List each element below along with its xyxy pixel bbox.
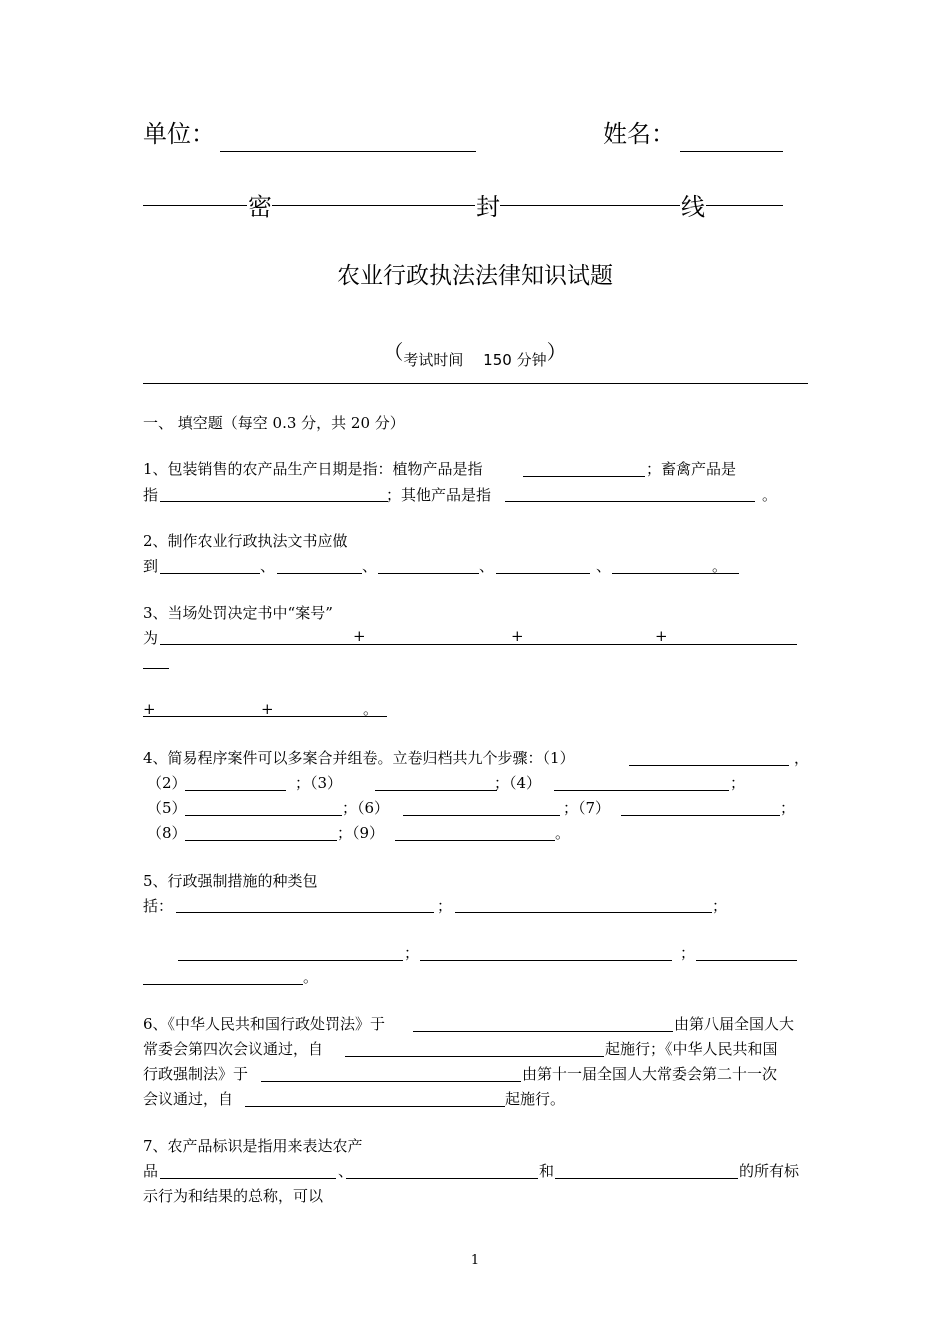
q5-blank-5a[interactable] xyxy=(696,960,797,961)
q6-blank-4[interactable] xyxy=(245,1106,505,1107)
q3-blank-row2[interactable] xyxy=(143,668,169,669)
q2-blank-3[interactable] xyxy=(378,573,479,574)
q4-blank-5[interactable] xyxy=(185,815,342,816)
q1-line2b: ；其他产品是指 xyxy=(386,486,492,504)
q4-n9: ；（9） xyxy=(337,824,385,842)
q4-semi-4: ； xyxy=(730,774,746,792)
q6-line3b: 由第十一届全国人大常委会第二十一次 xyxy=(522,1065,778,1083)
q7-blank-3[interactable] xyxy=(555,1178,738,1179)
q3-line2a: 为 xyxy=(143,629,159,647)
exam-time-text: 考试时间 150 分钟 xyxy=(403,351,547,369)
section-heading: 一、 填空题（每空 0.3 分，共 20 分） xyxy=(143,414,405,432)
q4-blank-6[interactable] xyxy=(403,815,560,816)
exam-time xyxy=(0,342,950,371)
seal-dash-1 xyxy=(143,205,247,206)
q6-blank-3[interactable] xyxy=(261,1081,521,1082)
q4-blank-1[interactable] xyxy=(629,765,789,766)
name-label: 姓名： xyxy=(603,120,675,148)
q4-n3: ；（3） xyxy=(295,774,343,792)
q3-plus-3: + xyxy=(655,627,668,645)
q4-n6: ；（6） xyxy=(342,799,390,817)
q4-blank-2[interactable] xyxy=(185,790,286,791)
q7-line2d: 的所有标 xyxy=(739,1162,800,1180)
q5-line1: 5、行政强制措施的种类包 xyxy=(143,872,318,890)
q5-semi-1: ； xyxy=(437,897,453,915)
q6-line2b: 起施行；《中华人民共和国 xyxy=(605,1040,778,1058)
q5-blank-2[interactable] xyxy=(455,912,712,913)
q6-line1b: 由第八届全国人大 xyxy=(674,1015,795,1033)
q7-blank-1[interactable] xyxy=(160,1178,336,1179)
q3-plus-1: + xyxy=(353,627,366,645)
q1-blank-2[interactable] xyxy=(160,501,388,502)
q6-blank-1[interactable] xyxy=(413,1031,673,1032)
q5-semi-4: ； xyxy=(680,944,696,962)
q7-line2b: 、 xyxy=(338,1162,354,1180)
q2-line1: 2、制作农业行政执法文书应做 xyxy=(143,532,348,550)
seal-char-feng: 封 xyxy=(476,193,500,221)
q5-semi-2: ； xyxy=(712,897,728,915)
q3-plus-5: + xyxy=(261,700,274,718)
q7-line2a: 品 xyxy=(143,1162,159,1180)
page-title: 农业行政执法法律知识试题 xyxy=(337,263,613,289)
seal-dash-2 xyxy=(272,205,475,206)
q1-line2a: 指 xyxy=(143,486,159,504)
q2-blank-4[interactable] xyxy=(496,573,590,574)
name-blank[interactable] xyxy=(680,151,783,152)
unit-blank[interactable] xyxy=(220,151,476,152)
q3-end: 。 xyxy=(363,700,379,718)
q7-blank-2[interactable] xyxy=(346,1178,538,1179)
q6-line2a: 常委会第四次会议通过，自 xyxy=(143,1040,324,1058)
q2-line2a: 到 xyxy=(143,557,159,575)
q2-end: 。 xyxy=(712,557,728,575)
q6-line4a: 会议通过，自 xyxy=(143,1090,234,1108)
q1-blank-3[interactable] xyxy=(505,501,755,502)
q6-blank-2[interactable] xyxy=(345,1056,604,1057)
q5-semi-3: ； xyxy=(404,944,420,962)
q2-blank-1[interactable] xyxy=(160,573,260,574)
q4-end: 。 xyxy=(555,824,571,842)
q7-line1: 7、农产品标识是指用来表达农产 xyxy=(143,1137,363,1155)
q5-blank-5b[interactable] xyxy=(143,984,303,985)
q4-blank-4[interactable] xyxy=(554,790,729,791)
seal-char-mi: 密 xyxy=(248,193,272,221)
unit-label: 单位： xyxy=(143,120,215,148)
q3-line1: 3、当场处罚决定书中“案号” xyxy=(143,604,333,622)
q1-line1a: 1、包装销售的农产品生产日期是指：植物产品是指 xyxy=(143,460,483,478)
q4-line1a: 4、简易程序案件可以多案合并组卷。立卷归档共九个步骤：（1） xyxy=(143,749,575,767)
q7-line3: 示行为和结果的总称，可以 xyxy=(143,1187,324,1205)
q5-blank-1[interactable] xyxy=(176,912,434,913)
q3-plus-2: + xyxy=(511,627,524,645)
q5-line2a: 括： xyxy=(143,897,174,915)
q4-semi-7: ； xyxy=(780,799,796,817)
q5-end: 。 xyxy=(303,968,319,986)
page-number: 1 xyxy=(470,1253,480,1268)
q4-line1b: ， xyxy=(794,749,810,767)
header-rule xyxy=(143,383,808,384)
q1-line1b: ；畜禽产品是 xyxy=(646,460,737,478)
seal-dash-4 xyxy=(706,205,783,206)
paren-open: （ xyxy=(383,340,404,364)
q2-sep-1: 、 xyxy=(260,557,276,575)
q7-line2c: 和 xyxy=(539,1162,555,1180)
q5-blank-3[interactable] xyxy=(178,960,403,961)
q4-n5: （5） xyxy=(147,799,187,817)
q2-sep-3: 、 xyxy=(479,557,495,575)
q4-n4: ；（4） xyxy=(494,774,542,792)
q3-plus-4: + xyxy=(143,700,156,718)
q5-blank-4[interactable] xyxy=(420,960,672,961)
q6-line1a: 6、《中华人民共和国行政处罚法》于 xyxy=(143,1015,386,1033)
q4-blank-8[interactable] xyxy=(185,840,337,841)
q4-n2: （2） xyxy=(147,774,187,792)
q3-blank-row1[interactable] xyxy=(160,644,797,645)
q2-sep-2: 、 xyxy=(362,557,378,575)
q4-n7: ；（7） xyxy=(563,799,611,817)
q6-line3a: 行政强制法》于 xyxy=(143,1065,249,1083)
q6-line4b: 起施行。 xyxy=(505,1090,566,1108)
q1-line2c: 。 xyxy=(762,486,778,504)
q4-blank-9[interactable] xyxy=(395,840,555,841)
seal-dash-3 xyxy=(500,205,680,206)
q4-blank-3[interactable] xyxy=(375,790,497,791)
q2-blank-2[interactable] xyxy=(277,573,362,574)
seal-char-xian: 线 xyxy=(681,193,705,221)
q4-blank-7[interactable] xyxy=(621,815,780,816)
q4-n8: （8） xyxy=(147,824,187,842)
q1-blank-1[interactable] xyxy=(523,476,645,477)
q2-sep-4: 、 xyxy=(596,557,612,575)
paren-close: ） xyxy=(546,340,567,364)
